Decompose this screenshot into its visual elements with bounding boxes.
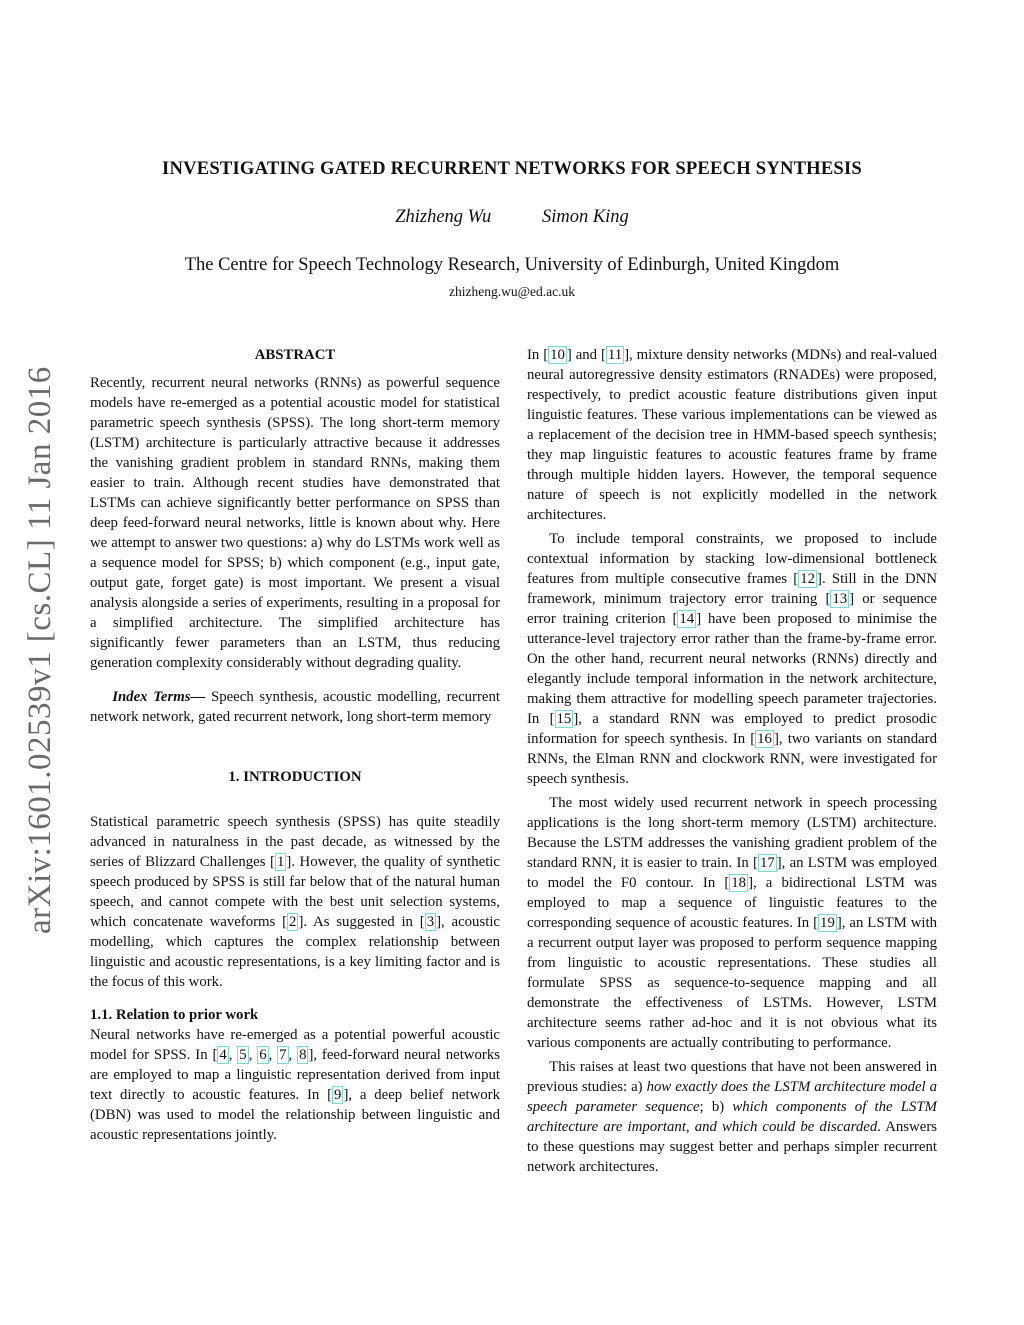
citation-link[interactable]: 7 xyxy=(279,1047,287,1063)
citation-link[interactable]: 19 xyxy=(820,915,835,931)
author-email: zhizheng.wu@ed.ac.uk xyxy=(448,284,575,299)
citation-link[interactable]: 11 xyxy=(607,347,623,363)
abstract-heading: ABSTRACT xyxy=(254,347,336,363)
citation-link[interactable]: 8 xyxy=(299,1047,307,1063)
left-column xyxy=(90,345,500,1145)
citation-link[interactable]: 5 xyxy=(239,1047,247,1063)
citation-link[interactable]: 13 xyxy=(832,591,848,607)
intro-paragraph: Statistical parametric speech synthesis (SPSS) has quite steadily advanced in naturalness in the past decade, as witnessed by the series of Blizzard Challenges [ 1 ]. However, the quality of synthetic speech produced by SPSS is still far below that of the natural human speech, and cannot compete with the best unit selection systems, which concatenate waveforms [ 2 ]. As suggested in [ 3 ], acoustic modelling, which captures the complex relationship between linguistic and acoustic representations, is a key limiting factor and is the focus of this work. xyxy=(90,814,500,990)
right-column xyxy=(527,345,937,1177)
index-terms xyxy=(90,687,500,727)
citation-link[interactable]: 14 xyxy=(679,611,695,627)
index-terms-text: Speech synthesis, acoustic modelling, recurrent network network, gated recurrent network, long short-term memory xyxy=(90,689,500,725)
citation-link[interactable]: 16 xyxy=(757,731,772,747)
citation-link[interactable]: 4 xyxy=(219,1047,227,1063)
question-text: which components of the LSTM architecture are important, and which could be discarded xyxy=(527,1099,937,1135)
citation-link[interactable]: 9 xyxy=(334,1087,342,1103)
citation-link[interactable]: 3 xyxy=(426,914,435,930)
author-list xyxy=(0,207,1024,228)
author-name: Zhizheng Wu xyxy=(395,207,492,227)
citation-link[interactable]: 10 xyxy=(550,347,565,363)
index-terms-label: Index Terms— xyxy=(112,689,206,705)
citation-link[interactable]: 6 xyxy=(259,1047,267,1063)
paper-title: INVESTIGATING GATED RECURRENT NETWORKS FOR SPEECH SYNTHESIS xyxy=(162,158,862,179)
affiliation: The Centre for Speech Technology Research, University of Edinburgh, United Kingdom xyxy=(184,255,840,275)
body-paragraph: To include temporal constraints, we proposed to include contextual information by stacking low-dimensional bottleneck features from multiple consecutive frames [ 12 ]. Still in the DNN framework, minimum trajectory error training [ 13 ] or sequence error training criterion [ 14 ] have been proposed to minimise the utterance-level trajectory error rather than the frame-by-frame error. On the other hand, recurrent neural networks (RNNs) directly and elegantly include temporal information in the network architecture, making them attractive for modelling speech parameter trajectories. In [ 15 ], a standard RNN was employed to predict prosodic information for speech synthesis. In [ 16 ], two variants on standard RNNs, the Elman RNN and clockwork RNN, were investigated for speech synthesis. xyxy=(527,531,938,787)
citation-link[interactable]: 1 xyxy=(276,854,285,870)
citation-link[interactable]: 12 xyxy=(800,571,816,587)
citation-link[interactable]: 17 xyxy=(759,855,775,871)
citation-link[interactable]: 18 xyxy=(731,875,747,891)
citation-link[interactable]: 2 xyxy=(289,914,297,930)
arxiv-identifier: arXiv:1601.02539v1 [cs.CL] 11 Jan 2016 xyxy=(22,366,58,934)
intro-heading: 1. INTRODUCTION xyxy=(228,769,362,785)
citation-link[interactable]: 15 xyxy=(556,711,572,727)
prior-work-paragraph: Neural networks have re-emerged as a potential powerful acoustic model for SPSS. In [ 4 , 5 , 6 , 7 , 8 ], feed-forward neural networks are employed to map a linguistic representation derived from input text directly to acoustic features. In [ 9 ], a deep belief network (DBN) was used to model the relationship between linguistic and acoustic representations jointly. xyxy=(90,1027,501,1143)
body-paragraph: In [ 10 ] and [ 11 ], mixture density networks (MDNs) and real-valued neural autoregressive density estimators (RNADEs) were proposed, respectively, to predict acoustic feature distributions given input linguistic features. These various implementations can be viewed as a replacement of the decision tree in HMM-based speech synthesis; they map linguistic features to acoustic features frame by frame through multiple hidden layers. However, the temporal sequence nature of speech is not explicitly modelled in the network architectures. xyxy=(527,347,937,523)
author-name: Simon King xyxy=(541,207,629,227)
abstract-text: Recently, recurrent neural networks (RNNs) as powerful sequence models have re-emerged as a potential acoustic model for statistical parametric speech synthesis (SPSS). The long short-term memory (LSTM) architecture is particularly attractive because it addresses the vanishing gradient problem in standard RNNs, making them easier to train. Although recent studies have demonstrated that LSTMs can achieve significantly better performance on SPSS than deep feed-forward neural networks, little is known about why. Here we attempt to answer two questions: a) why do LSTMs work well as a sequence model for SPSS; b) which component (e.g., input gate, output gate, forget gate) is most important. We present a visual analysis alongside a series of experiments, resulting in a proposal for a simplified architecture. The simplified architecture has significantly fewer parameters than an LSTM, thus reducing generation complexity considerably without degrading quality. xyxy=(90,375,500,671)
body-paragraph: This raises at least two questions that have not been answered in previous studies: a) how exactly does the LSTM architecture model a speech parameter sequence; b) which components of the LSTM architecture are important, and which could be discarded. Answers to these questions may suggest better and perhaps simpler recurrent network architectures. xyxy=(527,1059,938,1175)
subsection-heading: 1.1. Relation to prior work xyxy=(90,1007,259,1023)
body-paragraph: The most widely used recurrent network in speech processing applications is the long short-term memory (LSTM) architecture. Because the LSTM addresses the vanishing gradient problem of the standard RNN, it is easier to train. In [ 17 ], an LSTM was employed to model the F0 contour. In [ 18 ], a bidirectional LSTM was employed to map a sequence of linguistic features to the corresponding sequence of acoustic features. In [ 19 ], an LSTM with a recurrent output layer was proposed to perform sequence mapping from linguistic to acoustic representations. These studies all formulate SPSS as sequence-to-sequence mapping and all demonstrate the effectiveness of LSTMs. However, LSTM architecture seems rather ad-hoc and it is not obvious what its various components are actually contributing to performance. xyxy=(527,795,937,1051)
question-text: how exactly does the LSTM architecture model a speech parameter sequence xyxy=(527,1079,938,1115)
